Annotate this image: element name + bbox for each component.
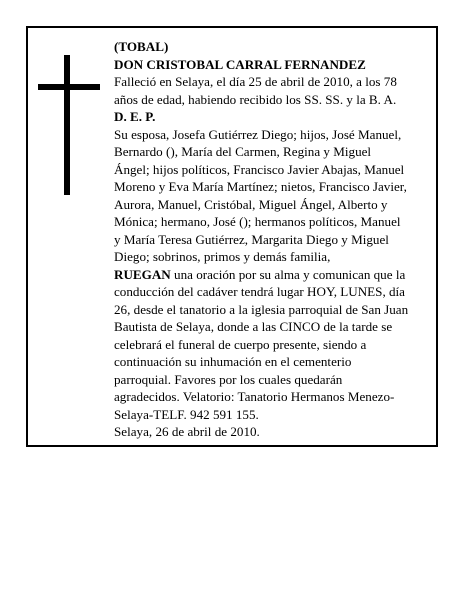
- place-date: Selaya, 26 de abril de 2010.: [114, 424, 260, 439]
- death-line: años de edad, habiendo recibido los SS. SS. y la B. A.: [114, 91, 397, 107]
- family-line: Moreno y Eva María Martínez; nietos, Francisco Javier,: [114, 179, 407, 194]
- request-line: agradecidos. Velatorio: Tanatorio Hermanos Menezo-: [114, 389, 395, 404]
- cross-icon: [64, 55, 70, 195]
- family-line: y María Teresa Gutiérrez, Margarita Diego y Miguel: [114, 231, 389, 247]
- request-line: Selaya-TELF. 942 591 155.: [114, 406, 259, 422]
- request-line: 26, desde el tanatorio a la iglesia parroquial de San Juan: [114, 301, 409, 317]
- request-word: RUEGAN: [114, 266, 171, 282]
- cross-icon-bar: [38, 84, 100, 90]
- family-line: Bernardo (), María del Carmen, Regina y Miguel: [114, 144, 372, 159]
- deceased-name: DON CRISTOBAL CARRAL FERNANDEZ: [114, 56, 366, 72]
- family-line: Su esposa, Josefa Gutiérrez Diego; hijos, José Manuel,: [114, 126, 402, 142]
- family-line: Diego; sobrinos, primos y demás familia,: [114, 249, 331, 264]
- request-line: celebrará el funeral de cuerpo presente, siendo a: [114, 336, 367, 352]
- family-line: Aurora, Manuel, Cristóbal, Miguel Ángel, Alberto y: [114, 196, 388, 212]
- request-line: Bautista de Selaya, donde a las CINCO de la tarde se: [114, 319, 393, 334]
- request-first-line: [114, 266, 426, 284]
- request-line: continuación su inhumación en el cementerio: [114, 354, 352, 369]
- obituary-text: [114, 38, 426, 441]
- deceased-alias: (TOBAL): [114, 39, 169, 54]
- request-first-rest: una oración por su alma y comunican que la: [170, 266, 406, 282]
- death-line: Falleció en Selaya, el día 25 de abril de 2010, a los 78: [114, 74, 397, 89]
- request-line: conducción del cadáver tendrá lugar HOY, LUNES, día: [114, 284, 405, 299]
- dep-label: D. E. P.: [114, 109, 156, 124]
- request-line: parroquial. Favores por los cuales quedarán: [114, 371, 343, 387]
- family-line: Ángel; hijos políticos, Francisco Javier Abajas, Manuel: [114, 161, 405, 177]
- family-line: Mónica; hermano, José (); hermanos políticos, Manuel: [114, 214, 401, 229]
